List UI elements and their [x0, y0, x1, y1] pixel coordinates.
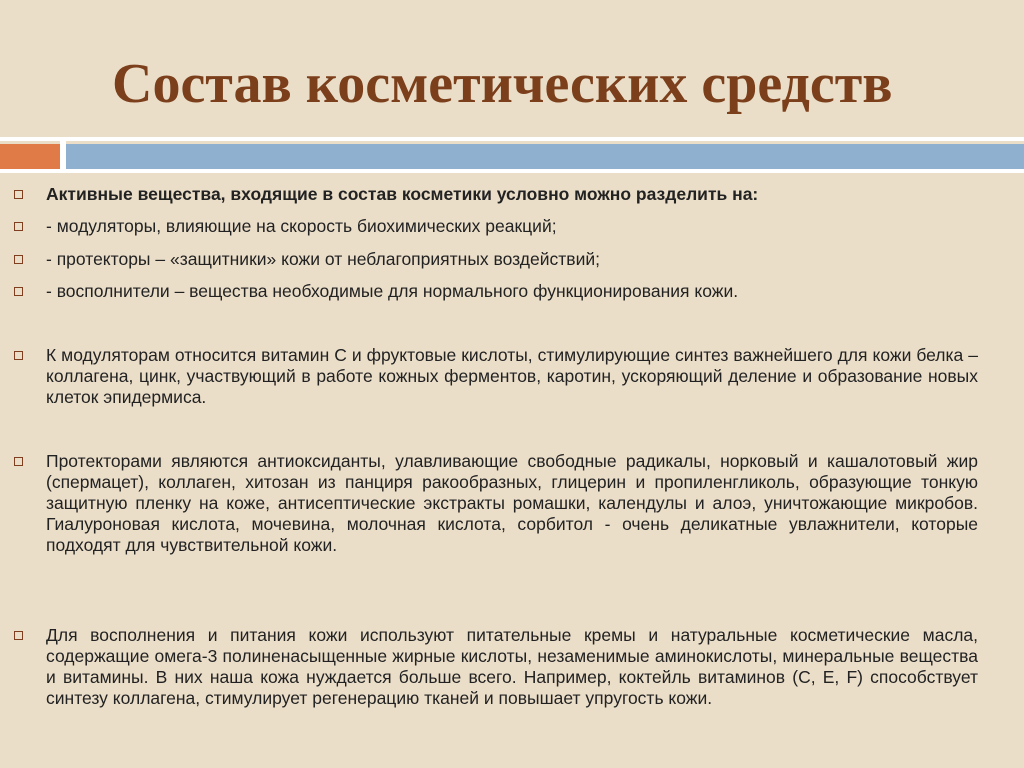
square-bullet-icon [14, 255, 23, 264]
orange-accent-bar [0, 144, 60, 169]
bullet-text: Активные вещества, входящие в состав косметики условно можно разделить на: [46, 184, 759, 204]
square-bullet-icon [14, 351, 23, 360]
square-bullet-icon [14, 190, 23, 199]
bullet-text: К модуляторам относится витамин С и фруктовые кислоты, стимулирующие синтез важнейшего для кожи белка – коллагена, цинк, участвующий в работе кожных ферментов, каротин, ускоряющий деление и образование новых клеток эпидермиса. [46, 345, 978, 407]
bottom-divider-line [0, 169, 1024, 173]
blue-accent-bar [66, 144, 1024, 169]
bullet-text: - модуляторы, влияющие на скорость биохимических реакций; [46, 216, 557, 236]
square-bullet-icon [14, 222, 23, 231]
top-divider-line [0, 137, 1024, 141]
bullet-text: - восполнители – вещества необходимые для нормального функционирования кожи. [46, 281, 739, 301]
square-bullet-icon [14, 457, 23, 466]
bullet-text: Для восполнения и питания кожи используют питательные кремы и натуральные косметические масла, содержащие омега-3 полиненасыщенные жирные кислоты, незаменимые аминокислоты, минеральные вещества и витамины. В них наша кожа нуждается больше всего. Например, коктейль витаминов (C, E, F) способствует синтезу коллагена, стимулирует регенерацию тканей и повышает упругость кожи. [46, 625, 978, 708]
slide-title: Состав косметических средств [112, 53, 893, 115]
bullet-text: - протекторы – «защитники» кожи от неблагоприятных воздействий; [46, 249, 600, 269]
bullet-text: Протекторами являются антиоксиданты, улавливающие свободные радикалы, норковый и кашалотовый жир (спермацет), коллаген, хитозан из панциря ракообразных, глицерин и пропиленгликоль, образующие тонкую защитную пленку на коже, антисептические экстракты ромашки, календулы и алоэ, уничтожающие микробов. Гиалуроновая кислота, мочевина, молочная кислота, сорбитол - очень деликатные увлажнители, которые подходят для чувствительной кожи. [46, 451, 978, 555]
square-bullet-icon [14, 287, 23, 296]
square-bullet-icon [14, 631, 23, 640]
